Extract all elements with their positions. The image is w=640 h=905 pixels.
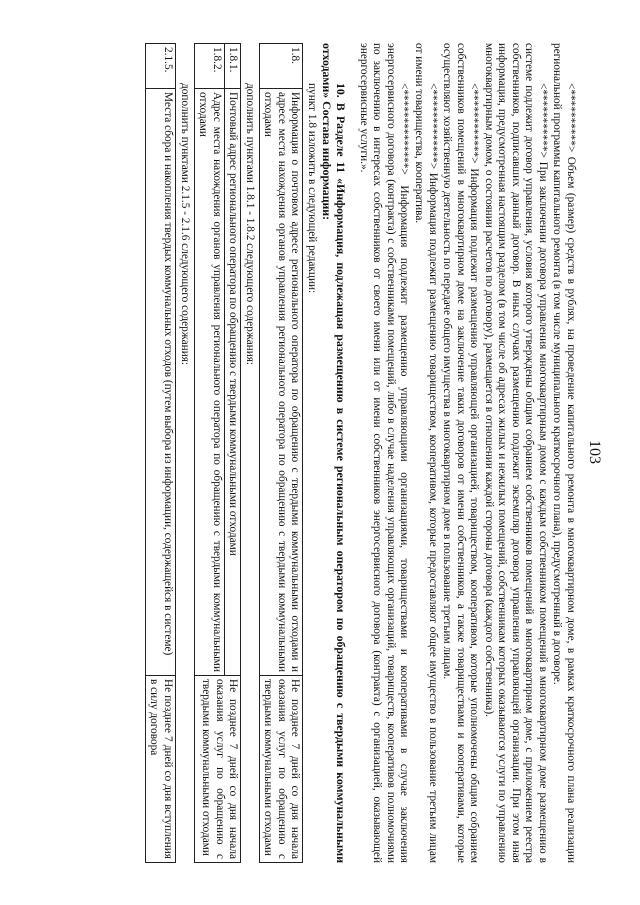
row-number: 2.1.5. (145, 44, 175, 89)
row-deadline: Не позднее 7 дней со дня начала оказания услуг по обращению с твердыми коммунальными отходами (259, 676, 303, 863)
footnote-paragraph: <************> Информация подлежит размещению управляющей организацией, товариществом, кооперативом, которые уполномочены общим собранием собственников помещений в многоквартирном доме на заключение таких договоров от имени собственников, а также товариществами и кооперативами, которые осуществляют хозяйственную деятельность по передаче общего имущества в многоквартирном доме в пользование третьим лицам. (441, 43, 481, 863)
table-row (145, 44, 175, 863)
footnote-paragraph: <**********> Объем (размер) средств в рублях, на проведение капитального ремонта в многоквартирном доме, в рамках краткосрочного плана реализации региональной программы капитального ремонта (в том числе муниципального краткосрочного плана), предусмотренный в договоре. (551, 43, 577, 863)
page-number: 103 (586, 440, 603, 464)
row-number: 1.8.2. (194, 44, 224, 89)
row-content: Информация о почтовом адресе регионального оператора по обращению с твердыми коммунальными отходами и адресе места нахождения органов управления регионального оператора по обращению с твердыми коммунальными отходами (259, 89, 303, 676)
row-content: Места сбора и накопления твердых коммунальных отходов (путем выбора из информации, содержащейся в системе) (145, 89, 175, 676)
row-content: Почтовый адрес регионального оператора по обращению с твердыми коммунальными отходами (224, 89, 241, 676)
table-points-1-8-1-2 (194, 43, 242, 863)
row-number: 1.8. (259, 44, 303, 89)
row-deadline: Не позднее 7 дней со дня вступления в силу договора (145, 676, 175, 863)
instruction-line: пункт 1.8 изложить в следующей редакции: (305, 83, 318, 294)
table-point-1-8 (259, 43, 304, 863)
table-row (224, 44, 241, 863)
row-number: 1.8.1. (224, 44, 241, 89)
footnote-paragraph: <**************> Информация подлежит размещению управляющими организациями, товариществами и кооперативами в случае заключения энергосервисного договора (контракта) с собственниками помещений, либо в случае наделения управляющих организаций, товариществ, кооперативов полномочиями по заключению в интересах собственников от своего имени или от имени собственников энергосервисного договора (контракта) с организацией, оказывающей энергосервисные услуги.». (357, 43, 411, 863)
instruction-line: дополнить пунктами 2.1.5 - 2.1.6 следующего содержания: (178, 83, 191, 366)
instruction-line: дополнить пунктами 1.8.1 - 1.8.2 следующего содержания: (243, 83, 256, 366)
table-row (259, 44, 303, 863)
rotated-document-body (47, 43, 577, 863)
row-content: Адрес места нахождения органов управления регионального оператора по обращению с твердыми коммунальными отходами (194, 89, 224, 676)
row-deadline: Не позднее 7 дней со дня начала оказания услуг по обращению с твердыми коммунальными отходами (194, 676, 241, 863)
footnote-paragraph: <*************> Информация подлежит размещению товариществом, кооперативом, которые предоставляют общее имущество в пользование третьим лицам от имени товарищества, кооператива. (412, 43, 439, 863)
section-heading: 10. В Разделе 11 «Информация, подлежащая размещению в системе региональным оператором по обращению с твердыми коммунальными отходами» Состава информации: (320, 43, 349, 863)
footnote-paragraph: <***********> При заключении договора управления многоквартирным домом с каждым собственником помещений в многоквартирном доме размещению в системе подлежит договор управления, условия которого утверждены общим собранием собственников помещений в многоквартирном доме, с приложением реестра собственников, подписавших данный договор. В иных случаях размещению подлежит экземпляр договора управления управляющей организации. При этом иная информация, предусмотренная настоящим разделом (в том числе об адресах жилых и нежилых помещений, собственникам которых оказываются услуги по управлению многоквартирным домом, о состоянии расчетов по договору), размещается в отношении каждой стороны договора (каждого собственника). (482, 43, 549, 863)
table-point-2-1-5 (145, 43, 176, 863)
